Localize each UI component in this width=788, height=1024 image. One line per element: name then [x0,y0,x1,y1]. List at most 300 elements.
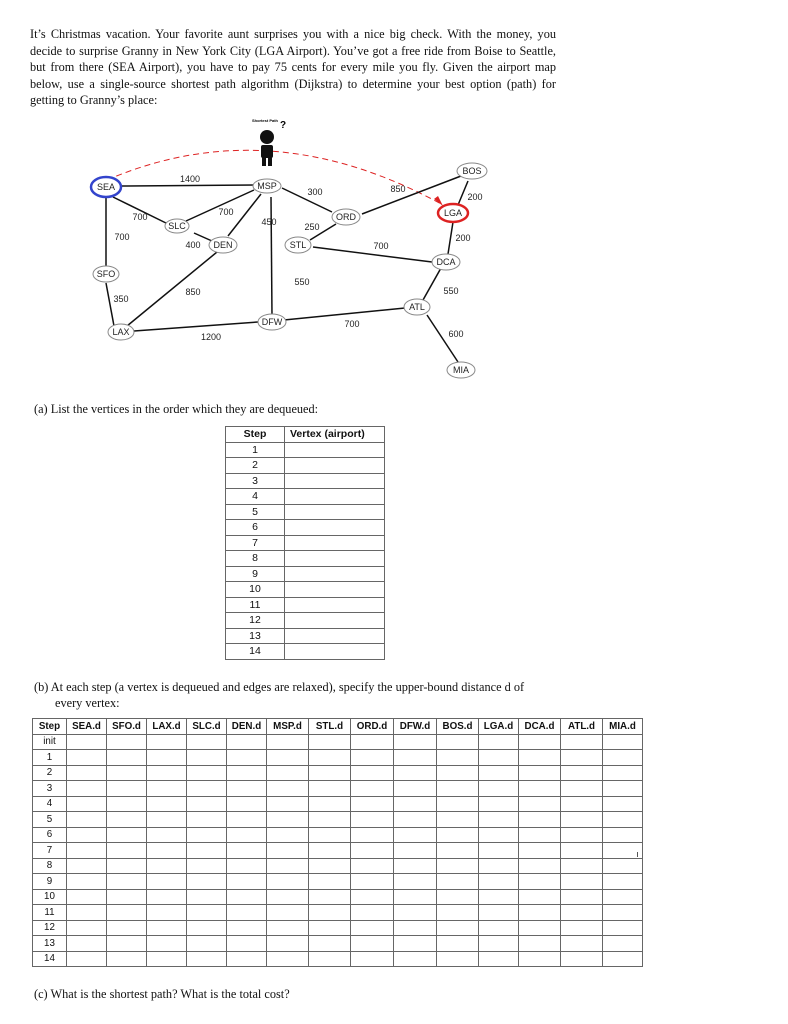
distance-cell[interactable] [67,750,107,766]
distance-cell[interactable] [561,858,603,874]
svg-text:600: 600 [448,329,464,339]
vertex-cell[interactable] [285,520,385,536]
distance-cell[interactable] [309,812,351,828]
distance-cell[interactable] [351,796,394,812]
distance-cell[interactable] [309,765,351,781]
distance-cell[interactable] [67,796,107,812]
distance-cell[interactable] [147,750,187,766]
distance-cell[interactable] [603,874,643,890]
distance-cell[interactable] [227,858,267,874]
distance-cell[interactable] [351,827,394,843]
vertex-cell[interactable] [285,535,385,551]
distance-cell[interactable] [437,765,479,781]
distance-cell[interactable] [351,843,394,859]
distance-cell[interactable] [147,843,187,859]
distance-cell[interactable] [519,781,561,797]
distance-cell[interactable] [147,827,187,843]
distance-cell[interactable] [147,936,187,952]
distance-cell[interactable] [519,951,561,967]
distance-cell[interactable] [519,843,561,859]
distance-cell[interactable] [394,951,437,967]
node-sfo [93,266,119,282]
vertex-cell[interactable] [285,473,385,489]
table-row [226,644,385,660]
step-cell: 12 [226,613,285,629]
distance-cell[interactable] [309,827,351,843]
distance-cell[interactable] [394,765,437,781]
distance-cell[interactable] [267,858,309,874]
distance-cell[interactable] [561,843,603,859]
step-cell: 1 [226,442,285,458]
step-cell: 3 [33,781,67,797]
distance-cell[interactable] [107,889,147,905]
distance-cell[interactable] [561,750,603,766]
distance-cell[interactable] [107,858,147,874]
distance-cell[interactable] [479,920,519,936]
distance-cell[interactable] [67,874,107,890]
table-row [33,781,643,797]
distance-cell[interactable] [394,734,437,750]
distance-cell[interactable] [603,750,643,766]
distance-cell[interactable] [519,936,561,952]
distance-cell[interactable] [437,905,479,921]
distance-cell[interactable] [187,905,227,921]
table-row [226,628,385,644]
vertex-cell[interactable] [285,644,385,660]
column-header: BOS.d [437,719,479,735]
distance-cell[interactable] [107,951,147,967]
distance-cell[interactable] [519,889,561,905]
distance-cell[interactable] [437,843,479,859]
distance-cell[interactable] [603,889,643,905]
distance-cell[interactable] [107,796,147,812]
distance-cell[interactable] [187,765,227,781]
svg-text:STL: STL [289,240,307,250]
step-cell: 2 [33,765,67,781]
distance-cell[interactable] [519,734,561,750]
step-cell: 6 [226,520,285,536]
distance-cell[interactable] [561,765,603,781]
distance-cell[interactable] [437,936,479,952]
distance-cell[interactable] [187,889,227,905]
distance-cell[interactable] [394,750,437,766]
distance-cell[interactable] [107,812,147,828]
step-cell: 9 [33,874,67,890]
distance-cell[interactable] [603,920,643,936]
distance-cell[interactable] [519,812,561,828]
step-cell: 13 [33,936,67,952]
distance-cell[interactable] [187,936,227,952]
distance-cell[interactable] [603,734,643,750]
distance-cell[interactable] [227,734,267,750]
svg-text:400: 400 [185,240,201,250]
distance-cell[interactable] [147,951,187,967]
distance-cell[interactable] [479,951,519,967]
distance-cell[interactable] [107,843,147,859]
vertex-cell[interactable] [285,442,385,458]
distance-cell[interactable] [267,827,309,843]
distance-cell[interactable] [147,889,187,905]
distance-cell[interactable] [227,874,267,890]
svg-text:SFO: SFO [96,269,116,279]
distance-cell[interactable] [351,750,394,766]
distance-cell[interactable] [309,750,351,766]
distance-cell[interactable] [147,781,187,797]
distance-cell[interactable] [67,812,107,828]
svg-text:700: 700 [218,207,234,217]
distance-cell[interactable] [479,765,519,781]
distance-cell[interactable] [309,796,351,812]
person-icon [260,130,274,166]
part-a-question: (a) List the vertices in the order which they are dequeued: [34,402,319,416]
svg-text:700: 700 [373,241,389,251]
distance-cell[interactable] [309,905,351,921]
distance-cell[interactable] [309,951,351,967]
distance-cell[interactable] [107,920,147,936]
distance-cell[interactable] [67,843,107,859]
vertex-cell[interactable] [285,628,385,644]
distance-cell[interactable] [227,920,267,936]
vertex-cell[interactable] [285,458,385,474]
distance-cell[interactable] [309,734,351,750]
distance-cell[interactable] [603,781,643,797]
distance-cell[interactable] [394,812,437,828]
distance-cell[interactable] [437,812,479,828]
svg-text:LAX: LAX [112,327,130,337]
distance-cell[interactable] [437,796,479,812]
distance-cell[interactable] [187,951,227,967]
distance-cell[interactable] [519,765,561,781]
distance-cell[interactable] [267,812,309,828]
table-row [226,566,385,582]
sea-to-lga-dashed-arc [107,150,443,205]
distance-cell[interactable] [67,920,107,936]
distance-cell[interactable] [187,750,227,766]
svg-text:300: 300 [307,187,323,197]
distance-cell[interactable] [67,734,107,750]
distance-cell[interactable] [267,843,309,859]
distance-cell[interactable] [479,827,519,843]
distance-cell[interactable] [67,765,107,781]
distance-cell[interactable] [227,889,267,905]
distance-cell[interactable] [519,858,561,874]
table-row [226,458,385,474]
distance-cell[interactable] [107,827,147,843]
step-cell: 10 [33,889,67,905]
distance-cell[interactable] [437,858,479,874]
node-stl [285,237,311,253]
distance-cell[interactable] [479,781,519,797]
step-cell: 3 [226,473,285,489]
distance-cell[interactable] [561,951,603,967]
distance-cell[interactable] [147,812,187,828]
step-cell: 5 [226,504,285,520]
distance-cell[interactable] [351,812,394,828]
distance-cell[interactable] [309,936,351,952]
distance-cell[interactable] [479,750,519,766]
distance-cell[interactable] [519,750,561,766]
distance-cell[interactable] [603,936,643,952]
distance-cell[interactable] [479,889,519,905]
distance-cell[interactable] [227,750,267,766]
node-sea [91,177,121,197]
table-row [226,520,385,536]
step-cell: 13 [226,628,285,644]
step-cell: 11 [226,597,285,613]
column-header: DCA.d [519,719,561,735]
distance-cell[interactable] [67,905,107,921]
distance-cell[interactable] [267,936,309,952]
figure-caption: Shortest Path [251,118,279,123]
distance-cell[interactable] [479,796,519,812]
distance-cell[interactable] [267,734,309,750]
table-row [226,504,385,520]
distance-cell[interactable] [561,781,603,797]
distance-cell[interactable] [561,905,603,921]
distance-cell[interactable] [227,827,267,843]
distance-cell[interactable] [107,750,147,766]
distance-cell[interactable] [227,936,267,952]
distance-cell[interactable] [603,858,643,874]
table-row [33,905,643,921]
distance-cell[interactable] [267,781,309,797]
distance-cell[interactable] [603,765,643,781]
distance-cell[interactable] [309,781,351,797]
distance-cell[interactable] [479,858,519,874]
distance-cell[interactable] [267,874,309,890]
distance-cell[interactable] [187,812,227,828]
distance-cell[interactable] [351,889,394,905]
vertex-header: Vertex (airport) [285,427,385,443]
distance-cell[interactable] [519,920,561,936]
distance-cell[interactable] [107,905,147,921]
distance-cell[interactable] [603,796,643,812]
distance-cell[interactable] [267,796,309,812]
distance-cell[interactable] [147,734,187,750]
distance-cell[interactable] [394,781,437,797]
distance-cell[interactable] [227,812,267,828]
distance-cell[interactable] [107,781,147,797]
distance-cell[interactable] [394,905,437,921]
distance-cell[interactable] [437,951,479,967]
distance-cell[interactable] [227,796,267,812]
distance-cell[interactable] [187,874,227,890]
svg-text:700: 700 [344,319,360,329]
part-b-line1: (b) At each step (a vertex is dequeued and edges are relaxed), specify the upper-bound distance d of [34,680,525,694]
distance-cell[interactable] [67,951,107,967]
distance-cell[interactable] [309,843,351,859]
table-row [226,582,385,598]
distance-cell[interactable] [309,920,351,936]
distance-cell[interactable] [351,951,394,967]
distance-cell[interactable] [309,874,351,890]
part-b-question [34,679,564,711]
distance-cell[interactable] [479,843,519,859]
distance-cell[interactable] [227,765,267,781]
distance-cell[interactable] [351,858,394,874]
distance-cell[interactable] [147,765,187,781]
column-header: SFO.d [107,719,147,735]
distance-cell[interactable] [351,936,394,952]
distance-cell[interactable] [394,874,437,890]
distance-cell[interactable] [519,905,561,921]
distance-cell[interactable] [394,936,437,952]
table-row [33,765,643,781]
distance-cell[interactable] [603,951,643,967]
distance-cell[interactable] [479,874,519,890]
distance-cell[interactable] [603,905,643,921]
distance-cell[interactable] [267,905,309,921]
distance-cell[interactable] [351,874,394,890]
distance-cell[interactable] [561,734,603,750]
distance-cell[interactable] [267,920,309,936]
step-cell: 11 [33,905,67,921]
svg-text:700: 700 [114,232,130,242]
distance-cell[interactable] [107,734,147,750]
distance-cell[interactable] [479,905,519,921]
distance-cell[interactable] [147,905,187,921]
table-row [226,597,385,613]
distance-cell[interactable] [351,920,394,936]
distance-cell[interactable] [227,951,267,967]
distance-cell[interactable] [603,827,643,843]
problem-statement: It’s Christmas vacation. Your favorite aunt surprises you with a nice big check. With the money, you decide to surprise Granny in New York City (LGA Airport). You’ve got a free ride from Boise to Seattle, but from there (SEA Airport), you have to pay 75 cents for every mile you fly. Given the airport map below, use a single-source shortest path algorithm (Dijkstra) to determine your best option (path) for getting to Granny’s place: [30,27,556,107]
svg-text:1200: 1200 [200,332,222,342]
distance-cell[interactable] [437,874,479,890]
distance-cell[interactable] [561,920,603,936]
vertex-cell[interactable] [285,566,385,582]
vertex-cell[interactable] [285,613,385,629]
distance-cell[interactable] [437,781,479,797]
distance-cell[interactable] [67,858,107,874]
distance-cell[interactable] [187,827,227,843]
distance-cell[interactable] [561,796,603,812]
table-row [33,843,643,859]
distance-cell[interactable] [107,874,147,890]
step-cell: 14 [226,644,285,660]
distance-cell[interactable] [394,796,437,812]
distance-cell[interactable] [394,920,437,936]
distance-cell[interactable] [147,796,187,812]
distance-cell[interactable] [309,858,351,874]
step-cell: 6 [33,827,67,843]
distance-cell[interactable] [67,889,107,905]
distance-cell[interactable] [394,858,437,874]
distance-cell[interactable] [561,874,603,890]
distance-cell[interactable] [107,936,147,952]
step-cell: 10 [226,582,285,598]
distance-cell[interactable] [147,920,187,936]
distance-cell[interactable] [519,827,561,843]
table-row [33,874,643,890]
step-cell: 4 [226,489,285,505]
svg-text:850: 850 [390,184,406,194]
distance-cell[interactable] [267,951,309,967]
vertex-cell[interactable] [285,551,385,567]
column-header: DEN.d [227,719,267,735]
step-cell: 5 [33,812,67,828]
vertex-cell[interactable] [285,597,385,613]
distance-cell[interactable] [67,827,107,843]
step-cell: 1 [33,750,67,766]
distance-cell[interactable] [351,781,394,797]
svg-text:MIA: MIA [452,365,470,375]
svg-text:850: 850 [185,287,201,297]
step-cell: 9 [226,566,285,582]
distance-cell[interactable] [394,889,437,905]
vertex-cell[interactable] [285,504,385,520]
distance-cell[interactable] [561,812,603,828]
distance-cell[interactable] [227,781,267,797]
distance-cell[interactable] [437,920,479,936]
distance-cell[interactable] [351,905,394,921]
distance-cell[interactable] [351,734,394,750]
distance-cell[interactable] [603,812,643,828]
svg-text:ATL: ATL [409,302,425,312]
vertex-cell[interactable] [285,582,385,598]
distance-cell[interactable] [437,889,479,905]
distance-cell[interactable] [147,858,187,874]
distance-cell[interactable] [67,936,107,952]
distance-cell[interactable] [437,734,479,750]
distance-cell[interactable] [519,796,561,812]
distance-cell[interactable] [519,874,561,890]
part-b-line2: every vertex: [55,696,120,710]
distance-cell[interactable] [187,734,227,750]
node-msp [253,179,281,193]
distance-cell[interactable] [437,750,479,766]
distance-cell[interactable] [309,889,351,905]
distance-cell[interactable] [187,858,227,874]
distance-cell[interactable] [187,843,227,859]
column-header: LGA.d [479,719,519,735]
step-cell: 8 [33,858,67,874]
step-cell: 7 [226,535,285,551]
table-row [33,734,643,750]
svg-text:200: 200 [467,192,483,202]
distance-cell[interactable] [561,936,603,952]
distance-cell[interactable] [187,920,227,936]
distance-cell[interactable] [561,889,603,905]
distance-cell[interactable] [107,765,147,781]
table-row [226,489,385,505]
distance-cell[interactable] [267,750,309,766]
distance-cell[interactable] [267,765,309,781]
distance-cell[interactable] [437,827,479,843]
distance-cell[interactable] [187,781,227,797]
step-cell: 14 [33,951,67,967]
column-header: STL.d [309,719,351,735]
distance-cell[interactable] [227,905,267,921]
distance-cell[interactable] [561,827,603,843]
vertex-cell[interactable] [285,489,385,505]
distance-cell[interactable] [394,843,437,859]
svg-text:250: 250 [304,222,320,232]
distance-cell[interactable] [351,765,394,781]
distance-cell[interactable] [67,781,107,797]
distance-cell[interactable] [187,796,227,812]
svg-text:550: 550 [443,286,459,296]
svg-text:ORD: ORD [336,212,356,222]
distance-cell[interactable] [479,936,519,952]
distance-cell[interactable] [479,812,519,828]
distance-cell[interactable] [227,843,267,859]
distance-cell[interactable] [267,889,309,905]
distance-cell[interactable] [394,827,437,843]
distance-cell[interactable] [147,874,187,890]
distance-cell[interactable] [479,734,519,750]
svg-text:DCA: DCA [436,257,456,267]
